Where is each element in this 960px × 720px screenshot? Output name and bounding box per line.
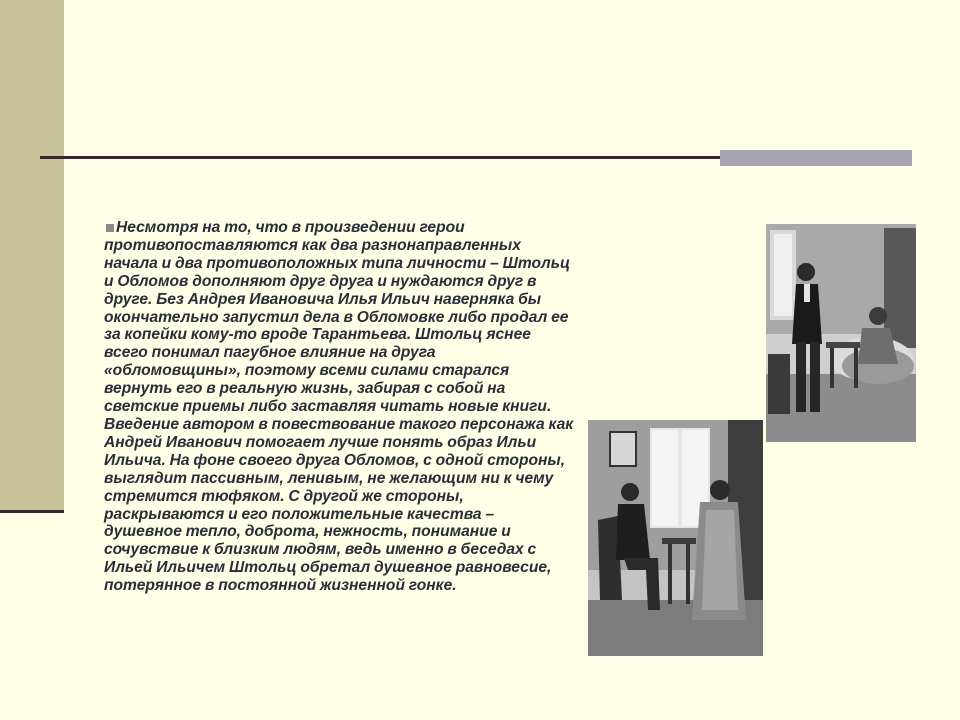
illustration-stoltz-and-oblomov-talking [588, 420, 763, 656]
left-decor-bar [0, 0, 64, 512]
body-paragraph: Несмотря на то, что в произведении герои противопоставляются как два разнонаправленных начала и два противоположных типа личности – Штольц и Обломов дополняют друг друга и нуждаются друг в друге. Без Андрея Ивановича Илья Ильич наверняка бы окончательно запустил дела в Обломовке либо продал ее за копейки кому-то вроде Тарантьева. Штольц яснее всего понимал пагубное влияние на друга «обломовщины», поэтому всеми силами старался вернуть его в реальную жизнь, забирая с собой на светские приемы либо заставляя читать новые книги. Введение автором в повествование такого персонажа как Андрей Иванович помогает лучше понять образ Ильи Ильича. На фоне своего друга Обломов, с одной стороны, выглядит пассивным, ленивым, не желающим ни к чему стремится тюфяком. С другой же стороны, раскрываются и его положительные качества – душевное тепло, доброта, нежность, понимание и сочувствие к близким людям, ведь именно в беседах с Ильей Ильичем Штольц обретал душевное равновесие, потерянное в постоянной жизненной гонке. [104, 219, 574, 595]
illustration-stoltz-visiting-oblomov [766, 224, 916, 442]
left-decor-line [0, 510, 64, 513]
title-accent-bar [720, 150, 912, 166]
